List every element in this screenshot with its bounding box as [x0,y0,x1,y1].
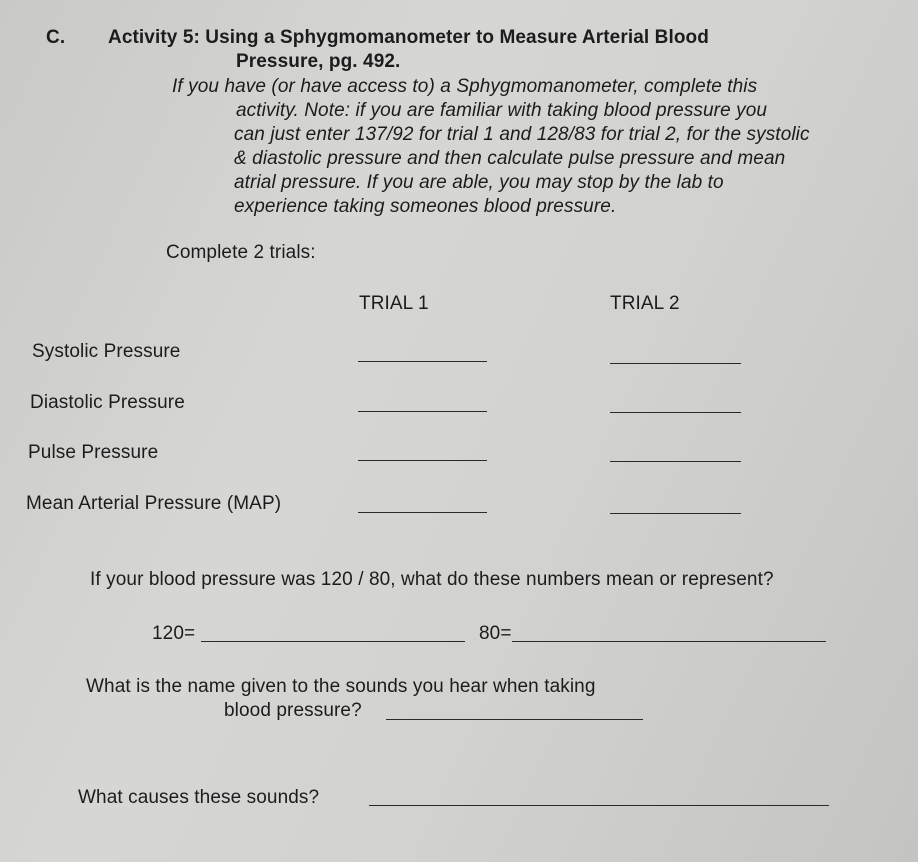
pulse-trial-1-blank[interactable] [358,460,487,461]
instruction-line-2: activity. Note: if you are familiar with taking blood pressure you [236,100,768,121]
instruction-line-3: can just enter 137/92 for trial 1 and 128/83 for trial 2, for the systolic [234,124,810,145]
bp-120-label: 120= [152,623,196,644]
systolic-trial-1-blank[interactable] [358,361,487,362]
trials-prompt: Complete 2 trials: [166,242,316,263]
bp-120-blank[interactable] [201,641,465,642]
sounds-name-question-line-1: What is the name given to the sounds you hear when taking [86,676,596,697]
sounds-name-question-line-2: blood pressure? [224,700,362,721]
row-label-diastolic: Diastolic Pressure [30,392,185,413]
activity-title-line-2: Pressure, pg. 492. [236,51,401,72]
trial-1-header: TRIAL 1 [359,293,429,314]
sounds-cause-blank[interactable] [369,805,829,806]
trial-2-header: TRIAL 2 [610,293,680,314]
row-label-pulse: Pulse Pressure [28,442,159,463]
bp-80-blank[interactable] [512,641,826,642]
bp-80-label: 80= [479,623,512,644]
activity-title-line-1: Activity 5: Using a Sphygmomanometer to Measure Arterial Blood [108,27,709,48]
section-letter: C. [46,27,66,48]
systolic-trial-2-blank[interactable] [610,363,741,364]
diastolic-trial-1-blank[interactable] [358,411,487,412]
sounds-cause-question: What causes these sounds? [78,787,320,808]
diastolic-trial-2-blank[interactable] [610,412,741,413]
map-trial-2-blank[interactable] [610,513,741,514]
row-label-systolic: Systolic Pressure [32,341,181,362]
bp-question: If your blood pressure was 120 / 80, what do these numbers mean or represent? [90,569,774,590]
instruction-line-6: experience taking someones blood pressure. [234,196,617,217]
row-label-map: Mean Arterial Pressure (MAP) [26,493,282,514]
pulse-trial-2-blank[interactable] [610,461,741,462]
instruction-line-4: & diastolic pressure and then calculate pulse pressure and mean [234,148,786,169]
instruction-line-5: atrial pressure. If you are able, you may stop by the lab to [234,172,724,193]
instruction-line-1: If you have (or have access to) a Sphygmomanometer, complete this [172,76,758,97]
map-trial-1-blank[interactable] [358,512,487,513]
sounds-name-blank[interactable] [386,719,643,720]
